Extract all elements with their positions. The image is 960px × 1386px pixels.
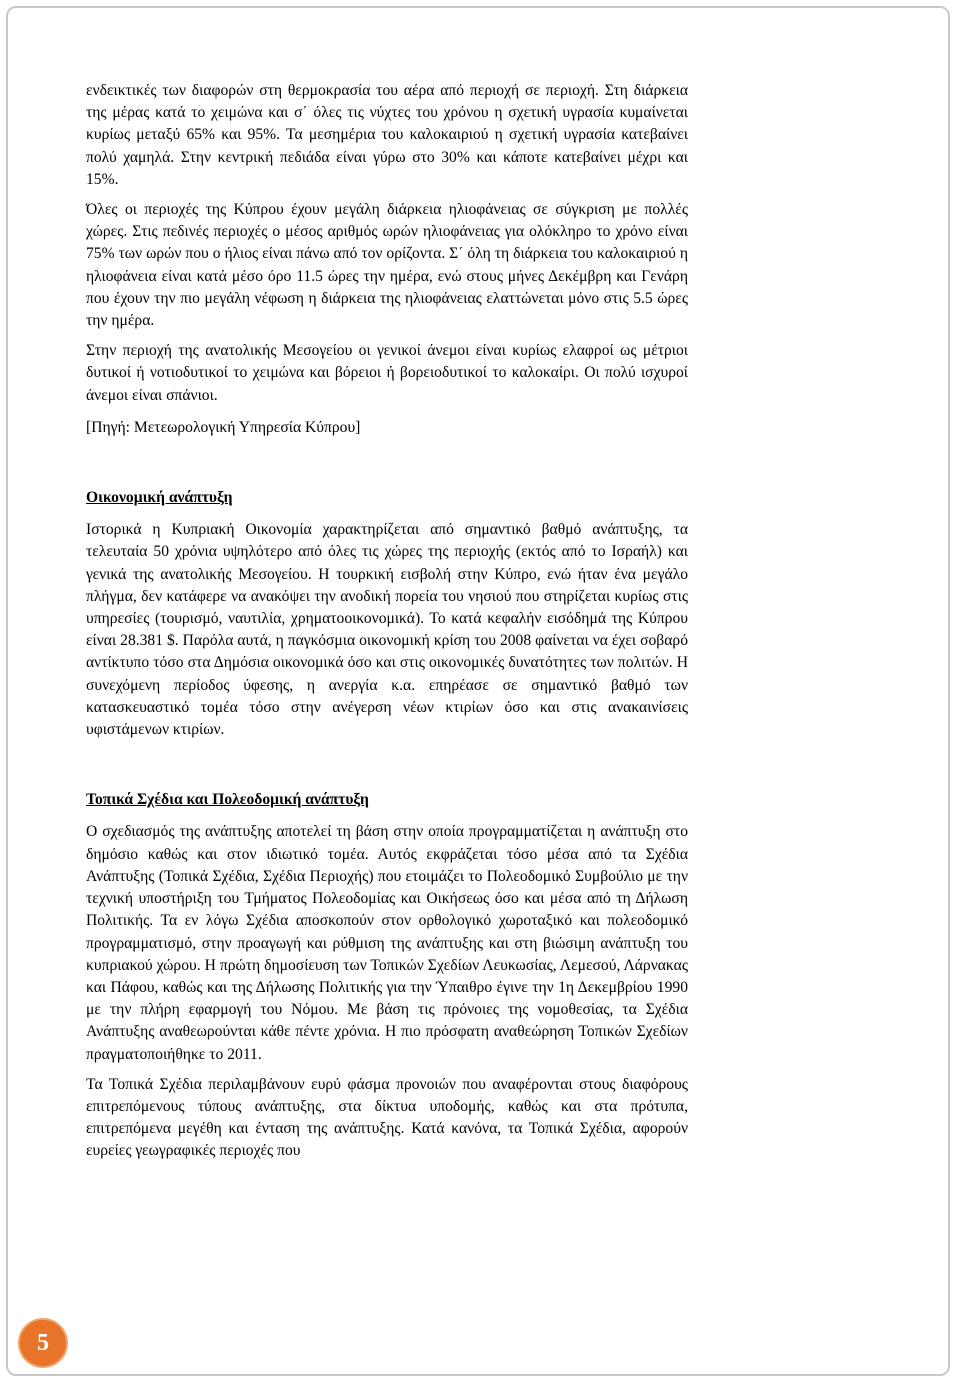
economy-paragraph: Ιστορικά η Κυπριακή Οικονομία χαρακτηρίζεται από σημαντικό βαθμό ανάπτυξης, τα τελευταία 50 χρόνια υψηλότερο από όλες τις χώρες της περιοχής (εκτός από το Ισραήλ) και γενικά της ανατολικής Μεσογείου. Η τουρκική εισβολή στην Κύπρο, ενώ ήταν ένα μεγάλο πλήγμα, δεν κατάφερε να ανακόψει την ανοδική πορεία του νησιού που στηρίζεται κυρίως στις υπηρεσίες (τουρισμό, ναυτιλία, χρηματοοικονομικά). Το κατά κεφαλήν εισόδημά της Κύπρου είναι 28.381 $. Παρόλα αυτά, η παγκόσμια οικονομική κρίση του 2008 φαίνεται να έχει σοβαρό αντίκτυπο τόσο στα Δημόσια οικονομικά όσο και στις οικονομικές δυνατότητες των πολιτών. Η συνεχόμενη περίοδος ύφεσης, η ανεργία κ.α. επηρέασε σε σημαντικό βαθμό των κατασκευαστικό τομέα τόσο στην ανέγερση νέων κτιρίων όσο και στις ανακαινίσεις υφιστάμενων κτιρίων. — [86, 521, 688, 739]
climate-paragraph-sunshine: Όλες οι περιοχές της Κύπρου έχουν μεγάλη διάρκεια ηλιοφάνειας σε σύγκριση με πολλές χώρες. Στις πεδινές περιοχές ο μέσος αριθμός ωρών ηλιοφάνειας για ολόκληρο το χρόνο είναι 75% των ωρών που ο ήλιος είναι πάνω από τον ορίζοντα. Σ΄ όλη τη διάρκεια του καλοκαιριού η ηλιοφάνεια είναι κατά μέσο όρο 11.5 ώρες την ημέρα, ενώ στους μήνες Δεκέμβρη και Γενάρη που έχουν την πιο μεγάλη νέφωση η διάρκεια της ηλιοφάνειας ελαττώνεται μόνο στις 5.5 ώρες την ημέρα. — [86, 201, 688, 330]
planning-paragraph-1: Ο σχεδιασμός της ανάπτυξης αποτελεί τη βάση στην οποία προγραμματίζεται η ανάπτυξη στο δημόσιο καθώς και στον ιδιωτικό τομέα. Αυτός εκφράζεται τόσο μέσα από τα Σχέδια Ανάπτυξης (Τοπικά Σχέδια, Σχέδια Περιοχής) που ετοιμάζει το Πολεοδομικό Συμβούλιο με την τεχνική υποστήριξη του Τμήματος Πολεοδομίας και Οικήσεως όσο και μέσα από τη Δήλωση Πολιτικής. Τα εν λόγω Σχέδια αποσκοπούν στον ορθολογικό χωροταξικό και πολεοδομικό προγραμματισμό, στην προαγωγή και ρύθμιση της ανάπτυξης και στη βιώσιμη ανάπτυξη του κυπριακού χώρου. Η πρώτη δημοσίευση των Τοπικών Σχεδίων Λευκωσίας, Λεμεσού, Λάρνακας και Πάφου, καθώς και της Δήλωσης Πολιτικής για την Ύπαιθρο έγινε την 1η Δεκεμβρίου 1990 με την πλήρη εφαρμογή του Νόμου. Με βάση τις πρόνοιες της νομοθεσίας, τα Σχέδια Ανάπτυξης αναθεωρούνται κάθε πέντε χρόνια. Η πιο πρόσφατη αναθεώρηση Τοπικών Σχεδίων πραγματοποιήθηκε το 2011. — [86, 823, 688, 1063]
page-number: 5 — [37, 1329, 49, 1356]
economy-heading: Οικονομική ανάπτυξη — [86, 489, 233, 507]
planning-heading: Τοπικά Σχέδια και Πολεοδομική ανάπτυξη — [86, 791, 369, 809]
page-number-badge — [18, 1318, 68, 1368]
climate-paragraph-humidity: ενδεικτικές των διαφορών στη θερμοκρασία του αέρα από περιοχή σε περιοχή. Στη διάρκεια της μέρας κατά το χειμώνα και σ΄ όλες τις νύχτες του χρόνου η σχετική υγρασία κυμαίνεται κυρίως μεταξύ 65% και 95%. Τα μεσημέρια του καλοκαιριού η σχετική υγρασία κατεβαίνει πολύ χαμηλά. Στην κεντρική πεδιάδα είναι γύρω στο 30% και κάποτε κατεβαίνει μέχρι και 15%. — [86, 82, 688, 188]
climate-paragraph-winds: Στην περιοχή της ανατολικής Μεσογείου οι γενικοί άνεμοι είναι κυρίως ελαφροί ως μέτριοι δυτικοί ή νοτιοδυτικοί το χειμώνα και βόρειοι ή βορειοδυτικοί το καλοκαίρι. Οι πολύ ισχυροί άνεμοι είναι σπάνιοι. — [86, 342, 688, 404]
source-citation: [Πηγή: Μετεωρολογική Υπηρεσία Κύπρου] — [86, 418, 361, 436]
planning-paragraph-2: Τα Τοπικά Σχέδια περιλαμβάνουν ευρύ φάσμα προνοιών που αναφέρονται στους διαφόρους επιτρεπόμενους τύπους ανάπτυξης, στα δίκτυα υποδομής, καθώς και στα πρότυπα, επιτρεπόμενα μεγέθη και ένταση της ανάπτυξης. Κατά κανόνα, τα Τοπικά Σχέδια, αφορούν ευρείες γεωγραφικές περιοχές που — [86, 1075, 688, 1160]
document-body — [86, 80, 688, 1163]
